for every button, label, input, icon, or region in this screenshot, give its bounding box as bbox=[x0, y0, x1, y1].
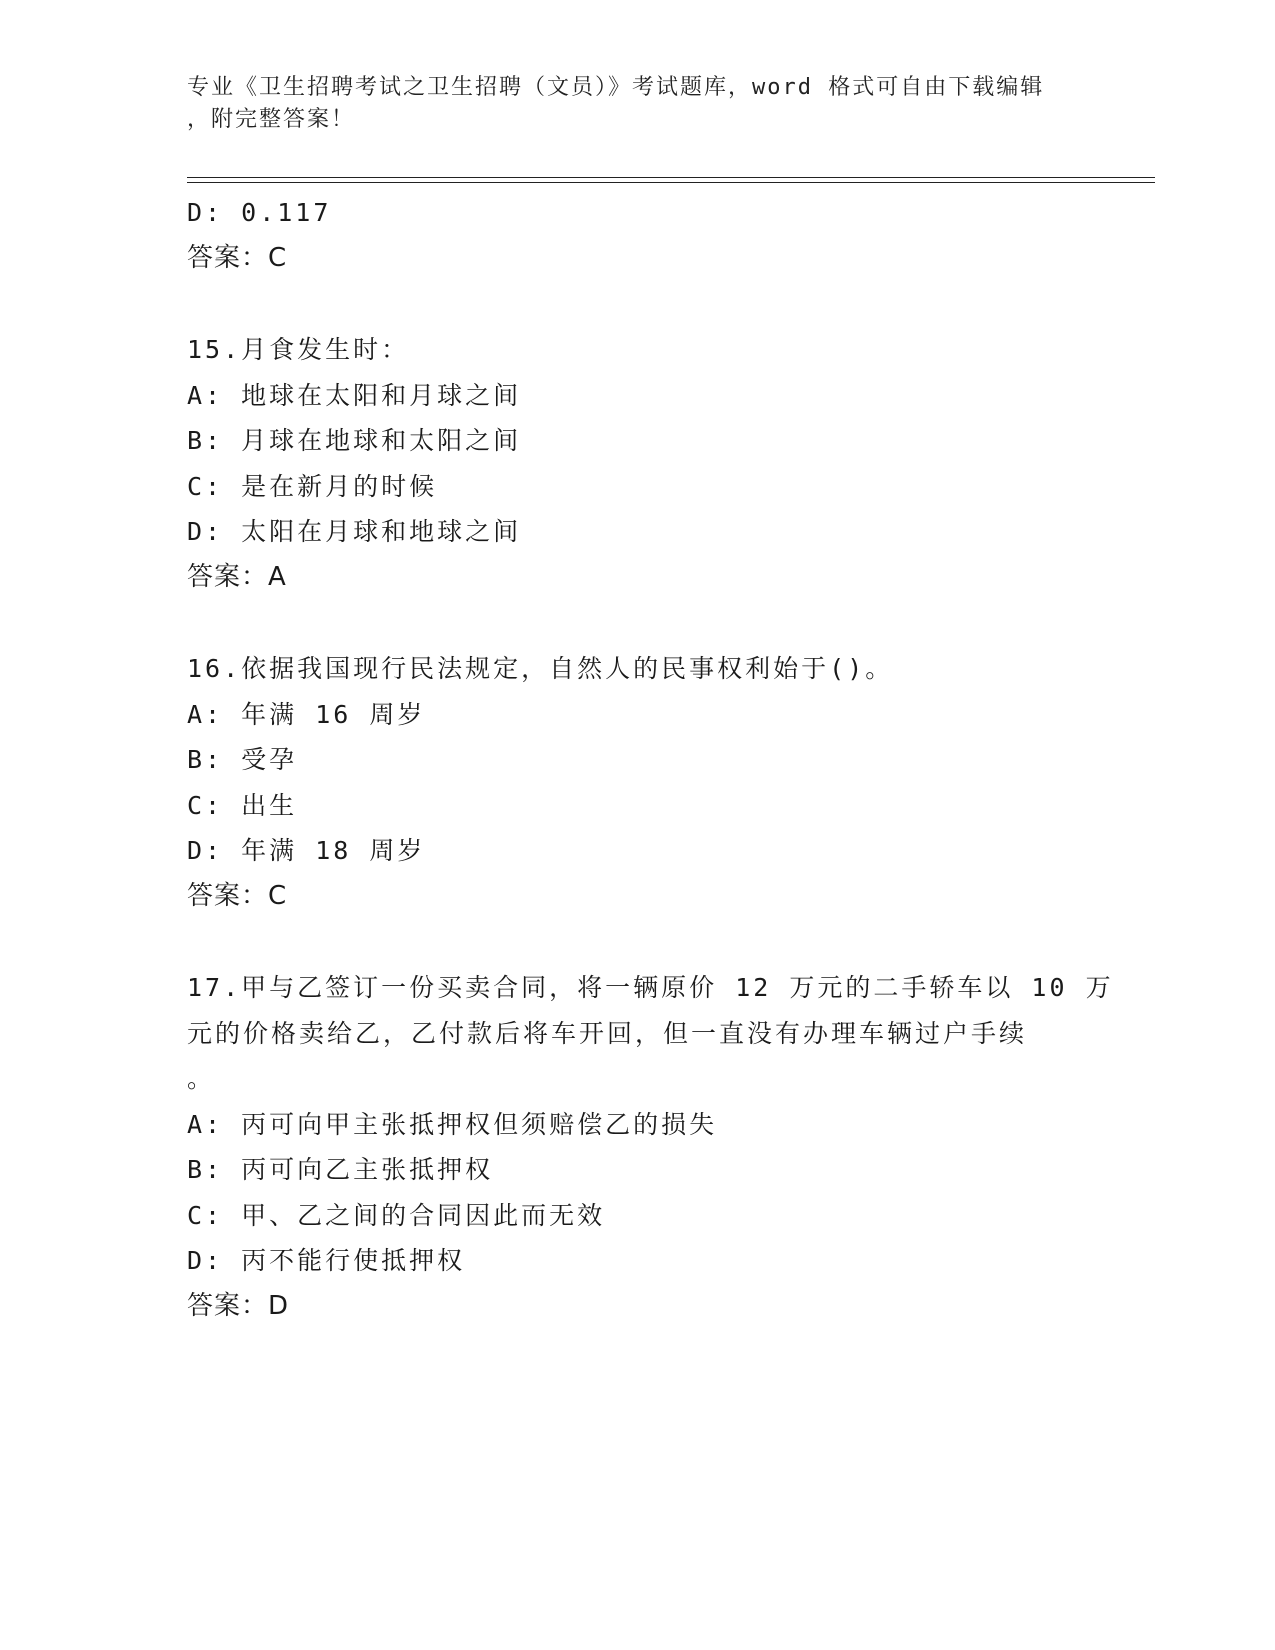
document-header bbox=[187, 72, 1077, 136]
option-a: A: 丙可向甲主张抵押权但须赔偿乙的损失 bbox=[187, 1109, 718, 1139]
option-b: B: 受孕 bbox=[187, 745, 298, 774]
answer: 答案：C bbox=[187, 880, 288, 911]
previous-question-tail bbox=[187, 190, 1087, 281]
question-text-line-3: 。 bbox=[187, 1064, 216, 1093]
header-line-2: ，附完整答案！ bbox=[187, 107, 356, 132]
option-d: D: 0.117 bbox=[187, 198, 332, 227]
option-d: D: 年满 18 周岁 bbox=[187, 836, 426, 865]
question-text: 15.月食发生时： bbox=[187, 335, 410, 364]
option-c: C: 是在新月的时候 bbox=[187, 471, 438, 501]
option-c: C: 甲、乙之间的合同因此而无效 bbox=[187, 1200, 606, 1230]
question-text-line-1: 17.甲与乙签订一份买卖合同，将一辆原价 12 万元的二手轿车以 10 万 bbox=[187, 973, 1114, 1002]
header-divider-bottom bbox=[187, 182, 1155, 183]
header-divider-top bbox=[187, 177, 1155, 178]
question-text: 16.依据我国现行民法规定，自然人的民事权利始于()。 bbox=[187, 654, 894, 683]
question-15 bbox=[187, 327, 1087, 600]
answer: 答案：D bbox=[187, 1290, 290, 1321]
question-17 bbox=[187, 965, 1114, 1329]
question-16 bbox=[187, 646, 1087, 919]
option-b: B: 丙可向乙主张抵押权 bbox=[187, 1155, 494, 1184]
option-b: B: 月球在地球和太阳之间 bbox=[187, 426, 522, 455]
question-list bbox=[187, 190, 1114, 1329]
option-c: C: 出生 bbox=[187, 790, 298, 820]
answer: 答案：C bbox=[187, 242, 288, 273]
header-line-1: 专业《卫生招聘考试之卫生招聘（文员）》考试题库，word 格式可自由下载编辑 bbox=[187, 75, 1045, 100]
option-a: A: 年满 16 周岁 bbox=[187, 699, 426, 729]
option-d: D: 丙不能行使抵押权 bbox=[187, 1246, 466, 1275]
answer: 答案：A bbox=[187, 561, 287, 592]
option-a: A: 地球在太阳和月球之间 bbox=[187, 380, 522, 410]
question-text-line-2: 元的价格卖给乙，乙付款后将车开回，但一直没有办理车辆过户手续 bbox=[187, 1018, 1028, 1048]
option-d: D: 太阳在月球和地球之间 bbox=[187, 517, 522, 546]
